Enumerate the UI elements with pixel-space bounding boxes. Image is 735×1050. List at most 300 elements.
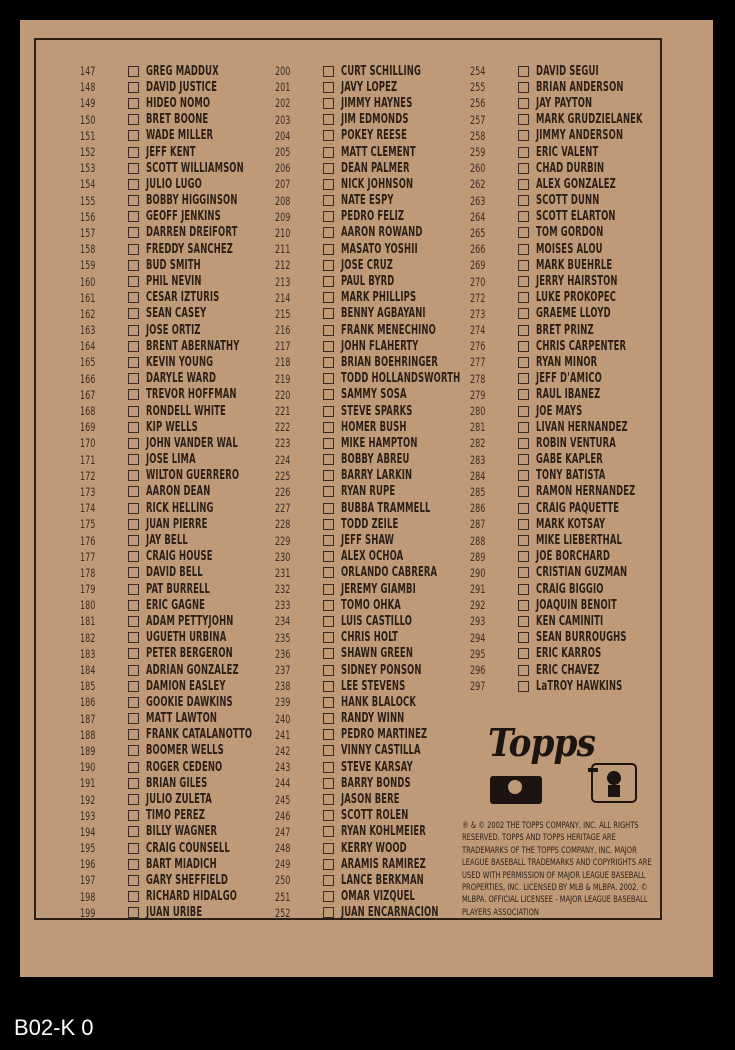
card-number: 165 [80,355,96,370]
checklist-row [470,597,684,613]
checklist-row [80,630,293,646]
checkbox-icon [518,406,529,417]
checkbox-icon [518,632,529,643]
player-name: ADAM PETTYJOHN [146,613,234,629]
card-number: 184 [80,663,96,678]
card-number: 283 [470,452,486,467]
player-name: STEVE KARSAY [341,759,413,775]
player-name: ORLANDO CABRERA [341,565,438,581]
checklist-row [80,549,293,565]
checkbox-icon [323,147,334,158]
player-name: GRAEME LLOYD [536,306,611,322]
player-name: MARK BUEHRLE [536,257,613,273]
player-name: JOSE CRUZ [341,257,393,273]
player-name: GABE KAPLER [536,452,603,468]
player-name: LUIS CASTILLO [341,613,413,629]
checkbox-icon [323,794,334,805]
player-name: DAVID JUSTICE [146,79,218,95]
player-name: JOHN FLAHERTY [341,338,419,354]
card-number: 228 [275,517,291,532]
checkbox-icon [518,114,529,125]
player-name: GOOKIE DAWKINS [146,694,233,710]
checkbox-icon [128,470,139,481]
card-number: 252 [275,905,291,920]
player-name: JEREMY GIAMBI [341,581,416,597]
checkbox-icon [518,130,529,141]
checkbox-icon [323,195,334,206]
checkbox-icon [128,341,139,352]
checklist-row [80,840,293,856]
card-number: 156 [80,209,96,224]
card-number: 288 [470,533,486,548]
player-name: BOOMER WELLS [146,743,224,759]
checklist-row [80,241,293,257]
player-name: ADRIAN GONZALEZ [146,662,239,678]
card-number: 205 [275,145,291,160]
player-name: SEAN BURROUGHS [536,630,627,646]
card-number: 148 [80,80,96,95]
card-number: 161 [80,290,96,305]
checkbox-icon [323,843,334,854]
checkbox-icon [518,357,529,368]
checklist-row [80,322,293,338]
checkbox-icon [323,130,334,141]
checklist-row [470,419,684,435]
card-number: 207 [275,177,291,192]
checklist-row [470,354,684,370]
card-number: 206 [275,161,291,176]
card-number: 277 [470,355,486,370]
card-number: 259 [470,145,486,160]
card-number: 225 [275,468,291,483]
card-number: 229 [275,533,291,548]
player-name: KERRY WOOD [341,840,407,856]
player-name: WILTON GUERRERO [146,468,240,484]
card-number: 227 [275,501,291,516]
card-number: 167 [80,387,96,402]
player-name: BOBBY HIGGINSON [146,193,238,209]
player-name: JASON BERE [341,792,400,808]
player-name: JOHN VANDER WAL [146,435,238,451]
checkbox-icon [128,843,139,854]
checklist-row [470,257,684,273]
card-number: 182 [80,630,96,645]
card-number: 276 [470,339,486,354]
card-number: 171 [80,452,96,467]
checkbox-icon [518,551,529,562]
checkbox-icon [128,648,139,659]
player-name: GARY SHEFFIELD [146,872,229,888]
player-name: JOSE LIMA [146,452,196,468]
player-name: WADE MILLER [146,128,214,144]
player-name: MIKE LIEBERTHAL [536,533,623,549]
checkbox-icon [518,486,529,497]
card-number: 256 [470,96,486,111]
player-name: JUAN ENCARNACION [341,905,439,921]
player-name: NATE ESPY [341,193,394,209]
checkbox-icon [323,454,334,465]
player-name: TOMO OHKA [341,597,401,613]
checkbox-icon [323,276,334,287]
player-name: BENNY AGBAYANI [341,306,426,322]
checklist-row [470,500,684,516]
checklist-row [470,322,684,338]
checklist-row [80,581,293,597]
card-number: 185 [80,679,96,694]
checklist-row [470,516,684,532]
card-number: 203 [275,112,291,127]
card-number: 262 [470,177,486,192]
checkbox-icon [323,600,334,611]
checklist-row [275,727,507,743]
checkbox-icon [128,503,139,514]
card-number: 287 [470,517,486,532]
checkbox-icon [128,600,139,611]
player-name: MOISES ALOU [536,241,603,257]
checklist-row [470,613,684,629]
checkbox-icon [323,907,334,918]
checkbox-icon [323,745,334,756]
checklist-row [80,678,293,694]
checkbox-icon [128,147,139,158]
card-number: 178 [80,565,96,580]
checkbox-icon [323,260,334,271]
card-number: 255 [470,80,486,95]
checkbox-icon [518,66,529,77]
card-number: 177 [80,549,96,564]
card-number: 269 [470,258,486,273]
checklist-row [470,630,684,646]
card-number: 186 [80,695,96,710]
card-number: 232 [275,582,291,597]
checkbox-icon [128,681,139,692]
checkbox-icon [518,373,529,384]
player-name: JOAQUIN BENOIT [536,597,617,613]
checkbox-icon [128,826,139,837]
player-name: FRANK CATALANOTTO [146,727,253,743]
checklist-row [80,338,293,354]
card-number: 200 [275,64,291,79]
checkbox-icon [323,551,334,562]
player-name: BRIAN ANDERSON [536,79,624,95]
player-name: JOE MAYS [536,403,583,419]
card-number: 180 [80,598,96,613]
player-name: BRIAN GILES [146,775,208,791]
player-name: RICHARD HIDALGO [146,889,238,905]
card-number: 198 [80,889,96,904]
card-number: 213 [275,274,291,289]
card-number: 189 [80,743,96,758]
checklist-row [80,387,293,403]
checklist-row [80,371,293,387]
player-name: TREVOR HOFFMAN [146,387,237,403]
card-number: 223 [275,436,291,451]
player-name: RICK HELLING [146,500,214,516]
checkbox-icon [518,567,529,578]
player-name: SHAWN GREEN [341,646,414,662]
player-name: CRAIG HOUSE [146,549,213,565]
player-name: BARRY BONDS [341,775,411,791]
card-number: 172 [80,468,96,483]
card-number: 274 [470,323,486,338]
player-name: HANK BLALOCK [341,694,416,710]
card-number: 168 [80,404,96,419]
card-number: 220 [275,387,291,402]
checkbox-icon [128,697,139,708]
player-name: ARAMIS RAMIREZ [341,856,426,872]
checklist-row [470,532,684,548]
card-number: 233 [275,598,291,613]
checkbox-icon [128,486,139,497]
checkbox-icon [518,665,529,676]
player-name: AARON ROWAND [341,225,423,241]
checklist-row [80,273,293,289]
checkbox-icon [128,179,139,190]
checklist-row [470,678,684,694]
checkbox-icon [128,163,139,174]
player-name: JULIO LUGO [146,176,202,192]
corner-label: B02-K 0 [14,1015,94,1040]
player-name: JIMMY ANDERSON [536,128,624,144]
checklist-row [80,711,293,727]
checklist-row [80,468,293,484]
checklist-column-3 [470,63,684,694]
player-name: BUBBA TRAMMELL [341,500,431,516]
checkbox-icon [518,308,529,319]
checkbox-icon [128,519,139,530]
checkbox-icon [128,244,139,255]
checkbox-icon [518,454,529,465]
card-number: 236 [275,646,291,661]
mlbpa-logo-icon [586,758,642,808]
checkbox-icon [323,438,334,449]
player-name: BOBBY ABREU [341,452,410,468]
player-name: KEN CAMINITI [536,613,604,629]
player-name: JIMMY HAYNES [341,95,413,111]
card-number: 284 [470,468,486,483]
checklist-row [275,759,507,775]
card-number: 181 [80,614,96,629]
player-name: DAMION EASLEY [146,678,226,694]
player-name: CHRIS CARPENTER [536,338,627,354]
player-name: ROGER CEDENO [146,759,223,775]
card-number: 219 [275,371,291,386]
checkbox-icon [323,535,334,546]
card-number: 235 [275,630,291,645]
player-name: RAMON HERNANDEZ [536,484,636,500]
checkbox-icon [323,470,334,481]
player-name: DAVID BELL [146,565,203,581]
card-number: 292 [470,598,486,613]
player-name: MATT CLEMENT [341,144,416,160]
checkbox-icon [128,778,139,789]
player-name: HIDEO NOMO [146,95,211,111]
checklist-row [80,516,293,532]
player-name: DEAN PALMER [341,160,410,176]
checklist-row [470,63,684,79]
checkbox-icon [518,389,529,400]
checklist-row [80,225,293,241]
card-number: 170 [80,436,96,451]
card-number: 250 [275,873,291,888]
checklist-row [470,290,684,306]
player-name: TOM GORDON [536,225,604,241]
card-number: 187 [80,711,96,726]
checklist-row [80,662,293,678]
player-name: ALEX OCHOA [341,549,404,565]
card-number: 246 [275,808,291,823]
card-number: 157 [80,225,96,240]
checklist-row [470,95,684,111]
checkbox-icon [518,584,529,595]
player-name: SCOTT ROLEN [341,808,409,824]
card-number: 214 [275,290,291,305]
checklist-row [80,500,293,516]
card-number: 176 [80,533,96,548]
card-number: 216 [275,323,291,338]
checkbox-icon [518,211,529,222]
checklist-row [80,112,293,128]
card-number: 296 [470,663,486,678]
checklist-row [470,306,684,322]
player-name: ERIC GAGNE [146,597,206,613]
checkbox-icon [518,260,529,271]
checklist-row [470,209,684,225]
player-name: BART MIADICH [146,856,217,872]
card-number: 173 [80,484,96,499]
player-name: UGUETH URBINA [146,630,227,646]
checkbox-icon [323,82,334,93]
player-name: LANCE BERKMAN [341,872,424,888]
checkbox-icon [128,907,139,918]
player-name: ROBIN VENTURA [536,435,616,451]
player-name: ERIC CHAVEZ [536,662,600,678]
player-name: JEFF D'AMICO [536,371,602,387]
card-number: 191 [80,776,96,791]
player-name: ERIC KARROS [536,646,602,662]
checkbox-icon [518,681,529,692]
checkbox-icon [128,745,139,756]
checkbox-icon [323,584,334,595]
player-name: SIDNEY PONSON [341,662,422,678]
checkbox-icon [128,422,139,433]
checkbox-icon [518,600,529,611]
card-number: 270 [470,274,486,289]
player-name: FREDDY SANCHEZ [146,241,234,257]
checklist-row [80,95,293,111]
player-name: JIM EDMONDS [341,112,409,128]
checklist-column-1 [80,63,293,921]
checklist-row [470,581,684,597]
checkbox-icon [323,211,334,222]
checkbox-icon [518,147,529,158]
checklist-row [275,775,507,791]
checklist-row [80,532,293,548]
card-number: 152 [80,145,96,160]
card-number: 294 [470,630,486,645]
card-number: 215 [275,306,291,321]
checklist-row [470,128,684,144]
card-number: 237 [275,663,291,678]
card-number: 260 [470,161,486,176]
checklist-row [80,759,293,775]
player-name: KIP WELLS [146,419,198,435]
player-name: JEFF KENT [146,144,196,160]
card-number: 195 [80,841,96,856]
card-number: 279 [470,387,486,402]
checklist-row [470,403,684,419]
checkbox-icon [518,227,529,238]
player-name: DARYLE WARD [146,371,217,387]
checklist-row [80,597,293,613]
player-name: TODD HOLLANDSWORTH [341,371,461,387]
player-name: DAVID SEGUI [536,63,599,79]
card-number: 264 [470,209,486,224]
card-number: 290 [470,565,486,580]
card-number: 281 [470,420,486,435]
checkbox-icon [323,859,334,870]
checkbox-icon [128,729,139,740]
card-number: 263 [470,193,486,208]
card-number: 248 [275,841,291,856]
card-number: 238 [275,679,291,694]
checkbox-icon [518,179,529,190]
player-name: JUAN URIBE [146,905,203,921]
checklist-row [80,743,293,759]
player-name: SCOTT WILLIAMSON [146,160,244,176]
checkbox-icon [323,308,334,319]
player-name: DARREN DREIFORT [146,225,238,241]
player-name: SCOTT DUNN [536,193,600,209]
checkbox-icon [323,244,334,255]
card-number: 151 [80,128,96,143]
card-number: 230 [275,549,291,564]
player-name: KEVIN YOUNG [146,354,214,370]
checkbox-icon [323,325,334,336]
player-name: RYAN RUPE [341,484,396,500]
player-name: BUD SMITH [146,257,201,273]
player-name: CESAR IZTURIS [146,290,220,306]
card-number: 289 [470,549,486,564]
checklist-row [470,160,684,176]
card-number: 154 [80,177,96,192]
checkbox-icon [323,567,334,578]
card-number: 208 [275,193,291,208]
card-number: 280 [470,404,486,419]
card-number: 258 [470,128,486,143]
card-number: 240 [275,711,291,726]
checkbox-icon [518,616,529,627]
checkbox-icon [323,389,334,400]
card-number: 211 [275,242,291,257]
checkbox-icon [323,406,334,417]
player-name: RANDY WINN [341,711,405,727]
card-number: 226 [275,484,291,499]
card-number: 282 [470,436,486,451]
checklist-row [470,484,684,500]
checklist-row [80,775,293,791]
checkbox-icon [518,163,529,174]
checklist-row [470,387,684,403]
player-name: CRISTIAN GUZMAN [536,565,628,581]
card-number: 297 [470,679,486,694]
player-name: CRAIG PAQUETTE [536,500,620,516]
checkbox-icon [323,632,334,643]
checkbox-icon [128,130,139,141]
checklist-row [80,484,293,500]
player-name: BILLY WAGNER [146,824,218,840]
player-name: PAT BURRELL [146,581,211,597]
